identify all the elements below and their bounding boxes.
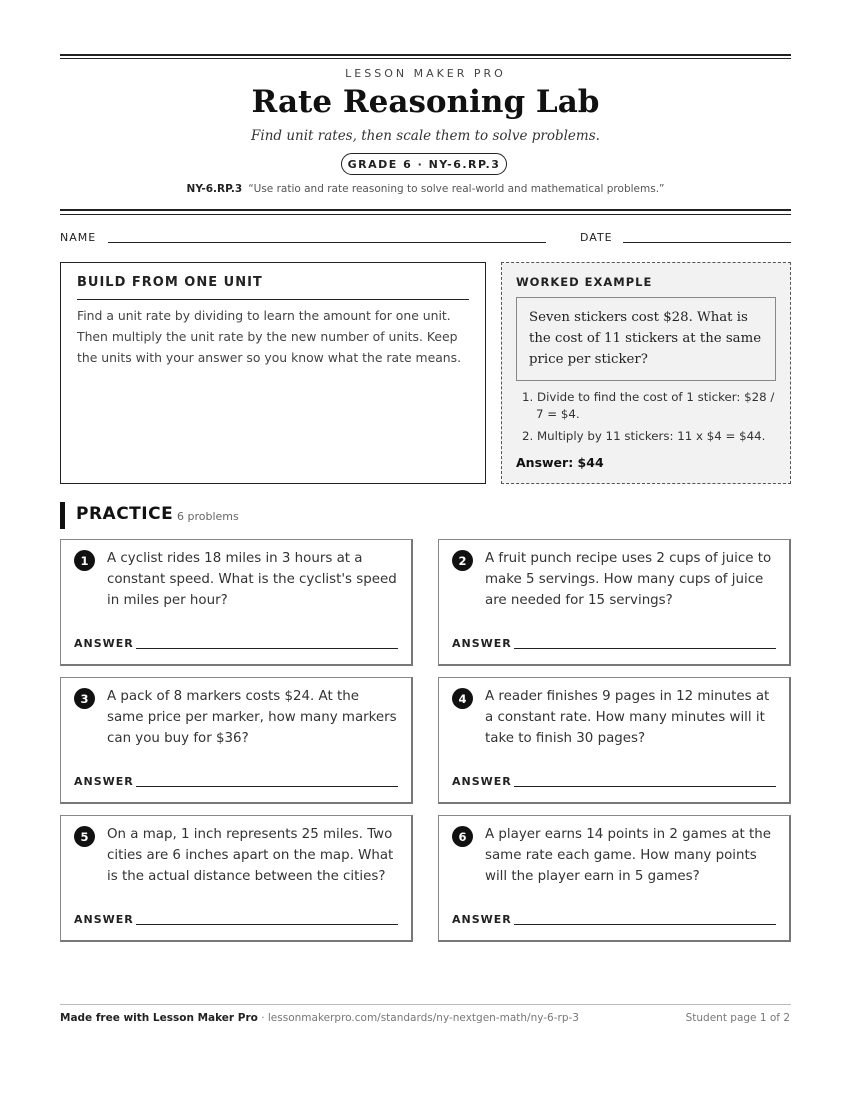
practice-accent-bar: [60, 502, 65, 529]
example-heading: WORKED EXAMPLE: [516, 275, 653, 289]
header-top-rule-thick: [60, 54, 791, 56]
answer-label: ANSWER: [452, 913, 512, 926]
example-answer: Answer: $44: [516, 455, 604, 470]
footer-made-with: Made free with Lesson Maker Pro: [60, 1012, 258, 1024]
answer-label: ANSWER: [74, 775, 134, 788]
problem-card: [60, 677, 413, 804]
problem-text: On a map, 1 inch represents 25 miles. Two cities are 6 inches apart on the map. What is the actual distance between the cities?: [107, 827, 394, 884]
answer-label: ANSWER: [452, 637, 512, 650]
worked-example-box: [501, 262, 791, 484]
answer-field[interactable]: [136, 648, 398, 649]
answer-field[interactable]: [514, 648, 776, 649]
example-problem: Seven stickers cost $28. What is the cost of 11 stickers at the same price per sticker?: [516, 297, 776, 381]
problem-card: [438, 539, 791, 666]
date-label: DATE: [580, 231, 613, 244]
build-from-one-unit-box: [60, 262, 486, 484]
name-label: NAME: [60, 231, 97, 244]
build-heading: BUILD FROM ONE UNIT: [77, 275, 263, 290]
answer-field[interactable]: [136, 786, 398, 787]
date-field[interactable]: [623, 242, 791, 243]
build-instructions: Find a unit rate by dividing to learn the amount for one unit. Then multiply the unit rate by the new number of units. Keep the units with your answer so you know what the rate means.: [77, 308, 462, 365]
grade-badge: GRADE 6 · NY-6.RP.3: [341, 153, 507, 175]
build-divider: [77, 299, 469, 300]
problem-text: A player earns 14 points in 2 games at the same rate each game. How many points will the player earn in 5 games?: [485, 827, 772, 884]
problem-text: A fruit punch recipe uses 2 cups of juice to make 5 servings. How many cups of juice are needed for 15 servings?: [485, 551, 772, 608]
answer-field[interactable]: [514, 786, 776, 787]
answer-field[interactable]: [136, 924, 398, 925]
standard-text: “Use ratio and rate reasoning to solve real-world and mathematical problems.”: [248, 183, 665, 195]
example-step: 1. Divide to find the cost of 1 sticker: $28 / 7 = $4.: [522, 390, 775, 421]
problem-number: 4: [452, 688, 473, 709]
problem-card: [438, 677, 791, 804]
footer-credit: [60, 1012, 579, 1024]
header-top-rule-thin: [60, 58, 791, 59]
answer-label: ANSWER: [74, 913, 134, 926]
problem-card: [438, 815, 791, 942]
problem-card: [60, 815, 413, 942]
problem-number: 2: [452, 550, 473, 571]
problem-number: 5: [74, 826, 95, 847]
brand-name: LESSON MAKER PRO: [345, 67, 506, 80]
answer-field[interactable]: [514, 924, 776, 925]
problem-number: 3: [74, 688, 95, 709]
name-field[interactable]: [108, 242, 546, 243]
standard-statement: [60, 183, 791, 195]
practice-title: PRACTICE: [76, 504, 174, 524]
example-step: 2. Multiply by 11 stickers: 11 x $4 = $44.: [522, 429, 766, 443]
header-bottom-rule-thick: [60, 209, 791, 211]
problem-text: A reader finishes 9 pages in 12 minutes at a constant rate. How many minutes will it take to finish 30 pages?: [485, 689, 770, 746]
practice-count: 6 problems: [177, 510, 239, 523]
answer-label: ANSWER: [74, 637, 134, 650]
worksheet-title: Rate Reasoning Lab: [251, 84, 600, 120]
footer-divider: [60, 1004, 791, 1005]
problem-text: A cyclist rides 18 miles in 3 hours at a constant speed. What is the cyclist's speed in miles per hour?: [107, 551, 397, 608]
problem-text: A pack of 8 markers costs $24. At the same price per marker, how many markers can you buy for $36?: [107, 689, 397, 746]
problem-card: [60, 539, 413, 666]
example-steps: [516, 389, 776, 450]
answer-label: ANSWER: [452, 775, 512, 788]
header-bottom-rule-thin: [60, 214, 791, 215]
problem-number: 1: [74, 550, 95, 571]
footer-url[interactable]: · lessonmakerpro.com/standards/ny-nextgen-math/ny-6-rp-3: [261, 1012, 579, 1024]
worksheet-subtitle: Find unit rates, then scale them to solve problems.: [251, 128, 600, 144]
standard-code: NY-6.RP.3: [186, 183, 243, 195]
problem-number: 6: [452, 826, 473, 847]
footer-page-number: Student page 1 of 2: [685, 1012, 790, 1024]
